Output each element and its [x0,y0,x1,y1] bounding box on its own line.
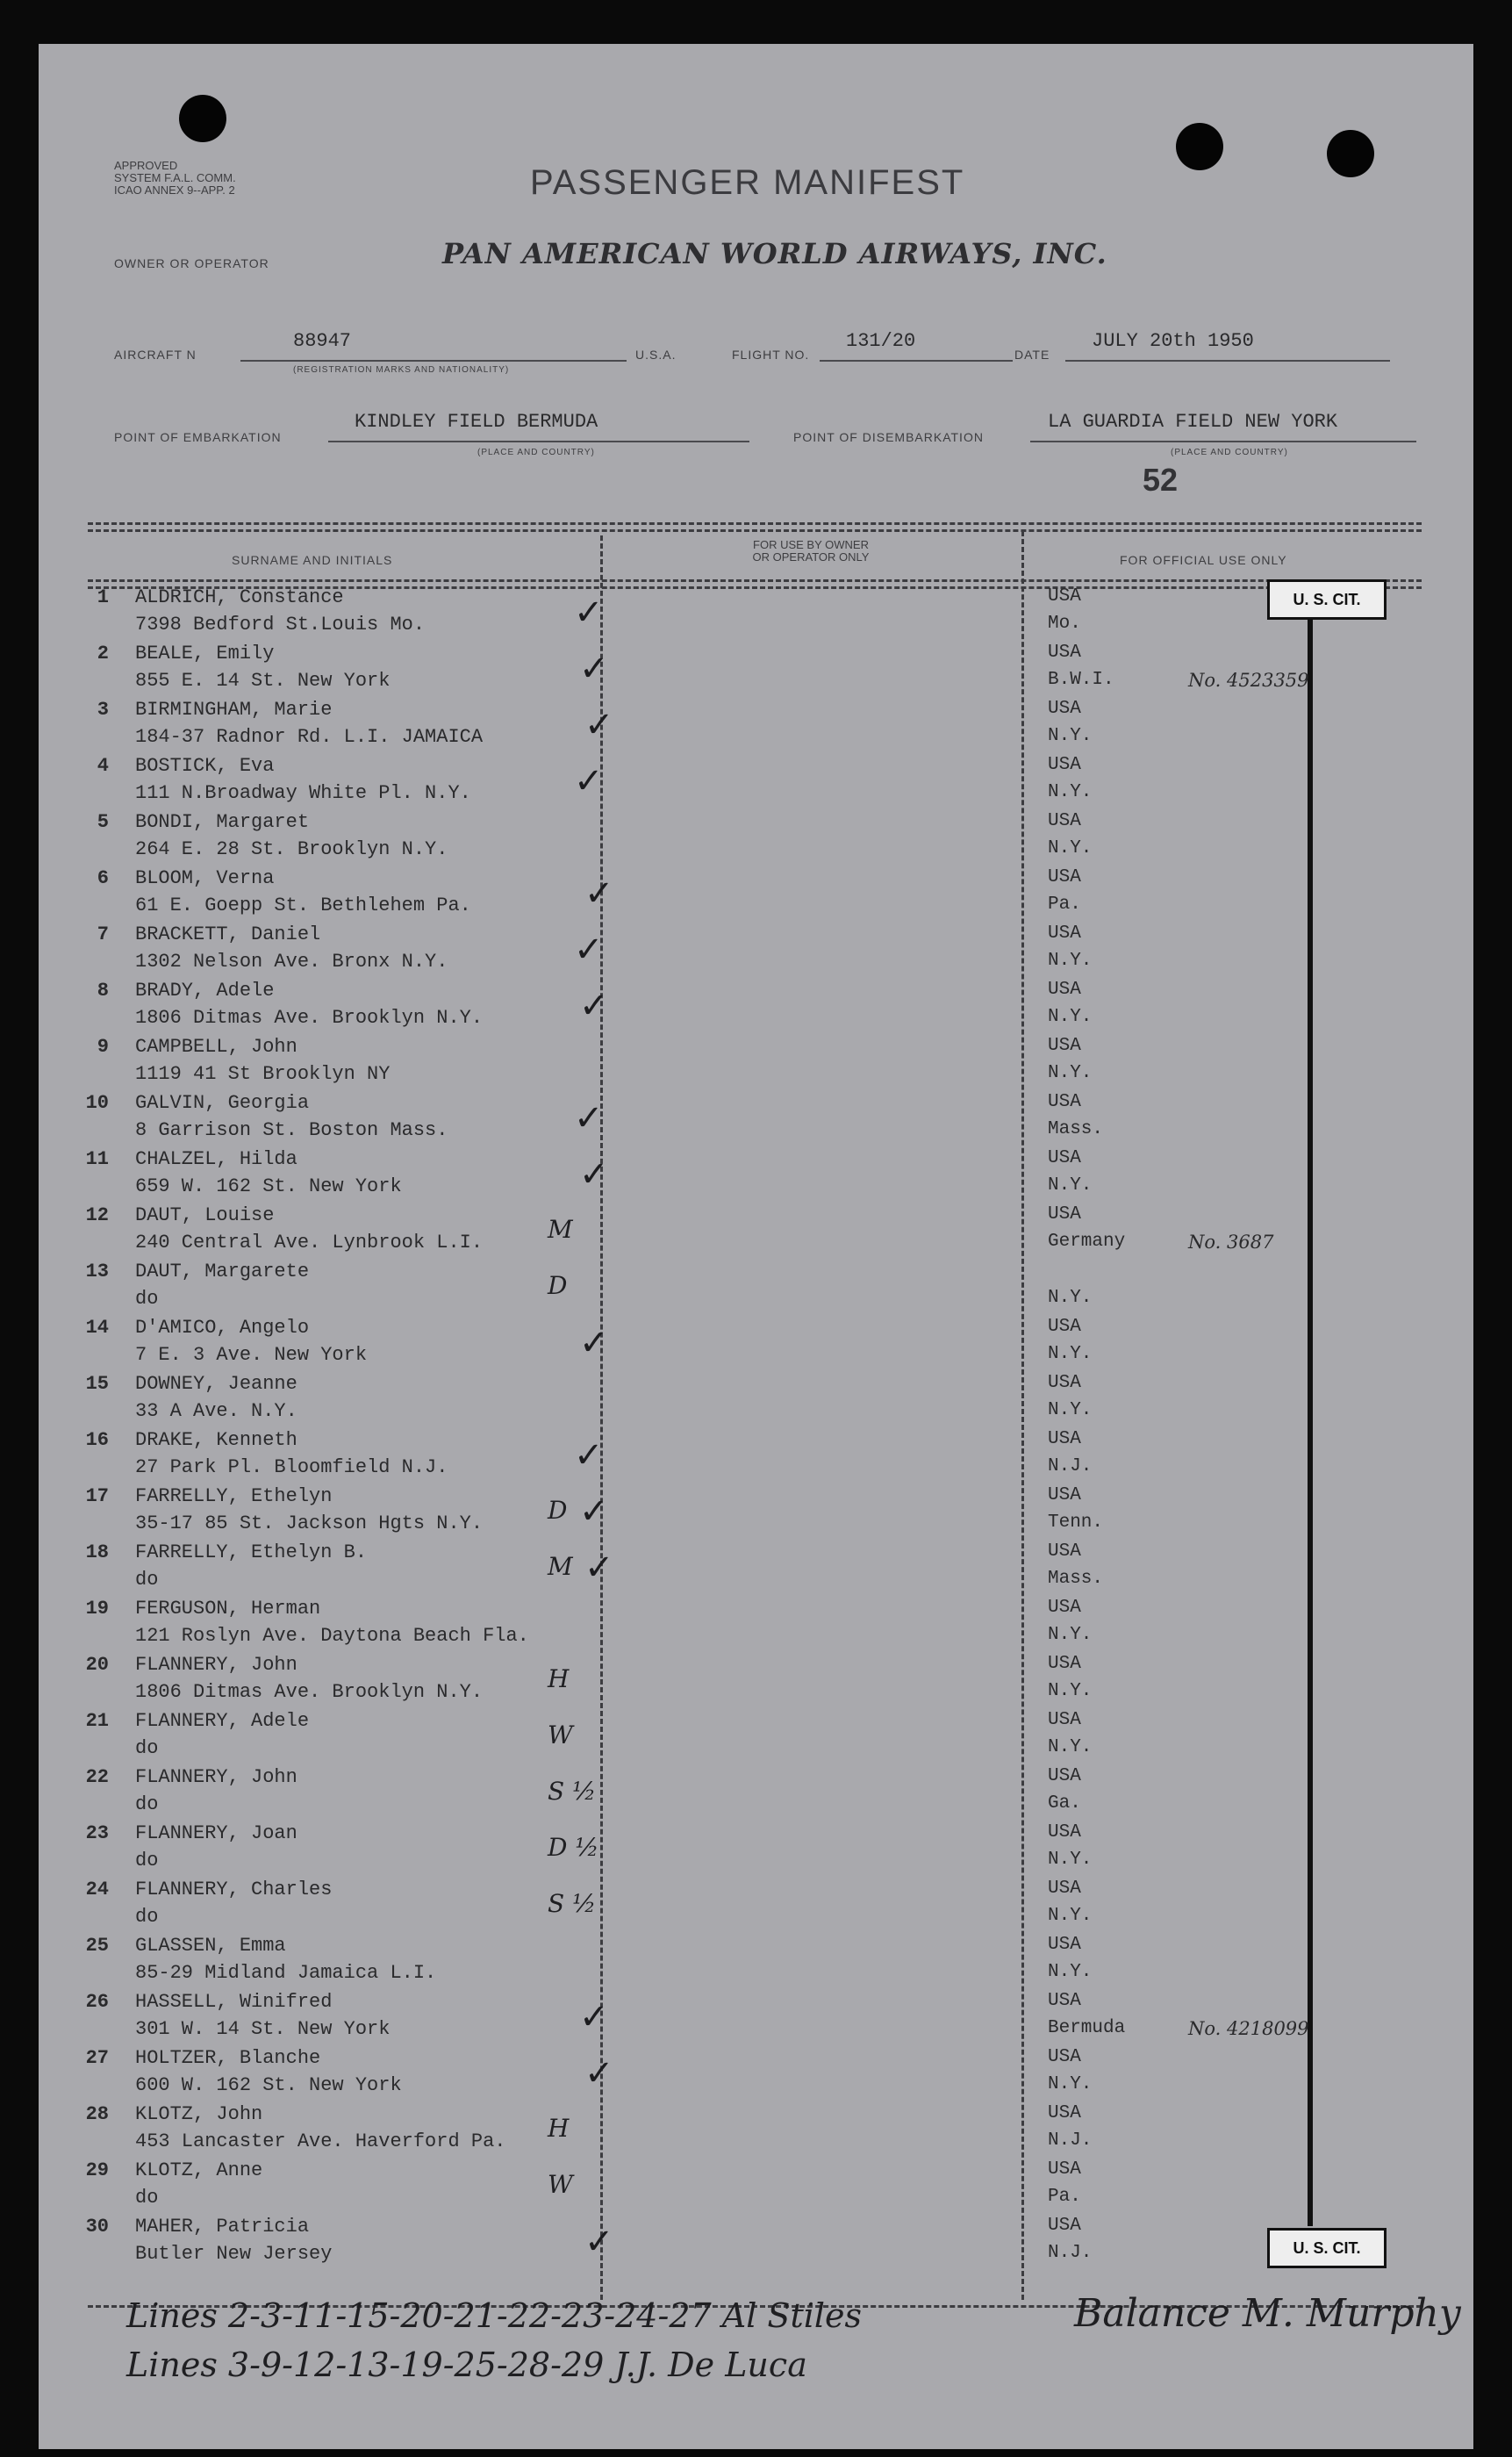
header-rule [88,529,1422,532]
row-number: 30 [85,2216,109,2238]
col-owner-header-line: FOR USE BY OWNER [753,538,869,551]
col-official-header: FOR OFFICIAL USE ONLY [1120,553,1287,567]
passenger-row [39,980,1473,1035]
row-number: 1 [97,586,109,608]
passenger-row [39,1148,1473,1203]
residence: N.Y. [1048,782,1093,802]
residence: N.Y. [1048,838,1093,859]
passenger-row [39,1822,1473,1878]
passenger-address: do [135,1793,159,1815]
passenger-address: 85-29 Midland Jamaica L.I. [135,1962,437,1984]
row-number: 24 [85,1879,109,1900]
passenger-name: FLANNERY, John [135,1766,297,1788]
passenger-row [39,699,1473,754]
passenger-address: do [135,1288,159,1310]
signature: Balance M. Murphy [1074,2291,1461,2336]
passenger-address: 1806 Ditmas Ave. Brooklyn N.Y. [135,1681,484,1703]
passenger-address: Butler New Jersey [135,2243,333,2265]
passenger-row [39,2103,1473,2159]
residence: N.Y. [1048,1007,1093,1027]
residence: N.Y. [1048,1400,1093,1420]
handwritten-mark: H [548,1664,570,1693]
passenger-name: GALVIN, Georgia [135,1092,310,1114]
citizenship: USA [1048,2103,1081,2123]
residence: N.Y. [1048,1288,1093,1308]
citizenship: USA [1048,1092,1081,1112]
row-number: 17 [85,1485,109,1507]
citizenship: USA [1048,1373,1081,1393]
residence: Bermuda [1048,2018,1126,2038]
us-citizen-stamp: U. S. CIT. [1267,2228,1387,2268]
citizenship: USA [1048,923,1081,944]
passenger-address: do [135,1906,159,1928]
passenger-address: 240 Central Ave. Lynbrook L.I. [135,1232,484,1254]
row-number: 10 [85,1092,109,1114]
citizenship: USA [1048,1148,1081,1168]
passenger-row [39,586,1473,642]
passenger-address: 855 E. 14 St. New York [135,670,391,692]
passenger-name: FLANNERY, Charles [135,1879,333,1900]
citizenship: USA [1048,811,1081,831]
passenger-name: DRAKE, Kenneth [135,1429,297,1451]
row-number: 26 [85,1991,109,2013]
passenger-name: KLOTZ, John [135,2103,263,2125]
check-mark: ✓ [579,1323,609,1363]
check-mark: ✓ [584,2222,614,2262]
residence: N.Y. [1048,726,1093,746]
residence: Germany [1048,1232,1126,1252]
passenger-row [39,1373,1473,1428]
passenger-row [39,923,1473,979]
flight-label: FLIGHT NO. [732,348,810,362]
underline [240,360,627,362]
passenger-name: FLANNERY, John [135,1654,297,1676]
row-number: 21 [85,1710,109,1732]
citizenship: USA [1048,1654,1081,1674]
passenger-address: 1119 41 St Brooklyn NY [135,1063,391,1085]
us-citizen-stamp: U. S. CIT. [1267,579,1387,620]
citizenship: USA [1048,586,1081,607]
passenger-row [39,1654,1473,1709]
residence: Mass. [1048,1119,1104,1139]
footer-note-1: Lines 2-3-11-15-20-21-22-23-24-27 Al Stiles [126,2296,863,2335]
passenger-name: BOSTICK, Eva [135,755,275,777]
citizenship: USA [1048,1317,1081,1337]
row-number: 2 [97,643,109,665]
passenger-row [39,1766,1473,1821]
residence: N.Y. [1048,951,1093,971]
residence: Mass. [1048,1569,1104,1589]
passenger-address: 61 E. Goepp St. Bethlehem Pa. [135,894,471,916]
check-mark: ✓ [574,1435,604,1476]
passenger-name: D'AMICO, Angelo [135,1317,310,1339]
passenger-row [39,2159,1473,2215]
passenger-row [39,1092,1473,1147]
citizenship: USA [1048,699,1081,719]
citizenship: USA [1048,643,1081,663]
residence: Tenn. [1048,1512,1104,1533]
passenger-address: do [135,1737,159,1759]
footer-note-2: Lines 3-9-12-13-19-25-28-29 J.J. De Luca [126,2346,807,2384]
citizenship: USA [1048,1991,1081,2011]
check-mark: ✓ [574,930,604,970]
residence: N.Y. [1048,1681,1093,1701]
passenger-name: DOWNEY, Jeanne [135,1373,297,1395]
approval-line: APPROVED [114,159,178,172]
check-mark: ✓ [574,593,604,633]
official-note: No. 3687 [1188,1232,1274,1253]
citizenship: USA [1048,2159,1081,2180]
passenger-row [39,1036,1473,1091]
underline [1065,360,1390,362]
passenger-name: ALDRICH, Constance [135,586,344,608]
place-caption: (PLACE AND COUNTRY) [477,448,595,457]
passenger-name: FARRELLY, Ethelyn [135,1485,333,1507]
passenger-row [39,1317,1473,1372]
citizenship: USA [1048,1598,1081,1618]
residence: N.Y. [1048,1625,1093,1645]
disembarkation-value: LA GUARDIA FIELD NEW YORK [1048,411,1338,433]
check-mark: ✓ [574,1098,604,1139]
col-owner-header-line: OR OPERATOR ONLY [752,550,870,564]
citizenship: USA [1048,1485,1081,1505]
citizenship: USA [1048,1879,1081,1899]
check-mark: ✓ [584,1548,614,1588]
punch-hole [1327,130,1374,177]
official-note: No. 4218099 [1188,2018,1309,2039]
citizenship: USA [1048,1541,1081,1562]
row-number: 27 [85,2047,109,2069]
residence: N.Y. [1048,2074,1093,2094]
aircraft-value: 88947 [293,330,352,352]
row-number: 23 [85,1822,109,1844]
underline [820,360,1013,362]
row-number: 29 [85,2159,109,2181]
passenger-name: MAHER, Patricia [135,2216,310,2238]
date-label: DATE [1014,348,1050,362]
row-number: 5 [97,811,109,833]
passenger-address: 301 W. 14 St. New York [135,2018,391,2040]
row-number: 15 [85,1373,109,1395]
passenger-row [39,811,1473,866]
passenger-name: HASSELL, Winifred [135,1991,333,2013]
row-number: 3 [97,699,109,721]
passenger-address: do [135,2187,159,2209]
manifest-sheet [39,44,1473,2449]
citizenship: USA [1048,1710,1081,1730]
passenger-address: 7398 Bedford St.Louis Mo. [135,614,426,636]
disembarkation-label: POINT OF DISEMBARKATION [793,430,984,444]
passenger-address: 264 E. 28 St. Brooklyn N.Y. [135,838,448,860]
place-caption: (PLACE AND COUNTRY) [1171,448,1288,457]
row-number: 9 [97,1036,109,1058]
header-rule [88,579,1422,582]
residence: Pa. [1048,2187,1081,2207]
residence: Mo. [1048,614,1081,634]
residence: Ga. [1048,1793,1081,1814]
citizenship: USA [1048,1822,1081,1843]
passenger-name: BONDI, Margaret [135,811,310,833]
passenger-address: 453 Lancaster Ave. Haverford Pa. [135,2130,506,2152]
passenger-row [39,1429,1473,1484]
passenger-address: 35-17 85 St. Jackson Hgts N.Y. [135,1512,484,1534]
passenger-row [39,1261,1473,1316]
row-number: 14 [85,1317,109,1339]
passenger-row [39,1204,1473,1260]
passenger-name: FLANNERY, Joan [135,1822,297,1844]
handwritten-mark: W [548,1721,573,1749]
underline [328,441,749,442]
residence: N.Y. [1048,1850,1093,1870]
passenger-name: BEALE, Emily [135,643,275,665]
col-owner-header [723,539,899,564]
punch-hole [1176,123,1223,170]
residence: N.Y. [1048,1906,1093,1926]
owner-name: PAN AMERICAN WORLD AIRWAYS, INC. [442,237,1107,270]
check-mark: ✓ [584,873,614,914]
passenger-address: 33 A Ave. N.Y. [135,1400,297,1422]
approval-line: SYSTEM F.A.L. COMM. [114,171,236,184]
check-mark: ✓ [579,1491,609,1532]
check-mark: ✓ [579,1997,609,2037]
row-number: 25 [85,1935,109,1957]
passenger-row [39,1485,1473,1541]
handwritten-mark: H [548,2114,570,2143]
passenger-row [39,643,1473,698]
passenger-row [39,1991,1473,2046]
row-number: 20 [85,1654,109,1676]
check-mark: ✓ [584,705,614,745]
passenger-address: do [135,1569,159,1591]
row-number: 19 [85,1598,109,1620]
check-mark: ✓ [584,2053,614,2094]
row-number: 8 [97,980,109,1002]
citizenship: USA [1048,2047,1081,2067]
residence: Pa. [1048,894,1081,915]
passenger-row [39,1935,1473,1990]
passenger-row [39,1541,1473,1597]
passenger-name: DAUT, Margarete [135,1261,310,1282]
citizenship: USA [1048,1204,1081,1225]
embarkation-value: KINDLEY FIELD BERMUDA [355,411,598,433]
passenger-name: KLOTZ, Anne [135,2159,263,2181]
row-number: 4 [97,755,109,777]
official-note: No. 4523359 [1188,670,1309,691]
row-number: 28 [85,2103,109,2125]
handwritten-mark: D ½ [548,1833,599,1862]
passenger-address: 1806 Ditmas Ave. Brooklyn N.Y. [135,1007,484,1029]
passenger-name: BRACKETT, Daniel [135,923,321,945]
page-number: 52 [1143,462,1179,498]
passenger-name: FLANNERY, Adele [135,1710,310,1732]
passenger-row [39,867,1473,923]
passenger-name: BLOOM, Verna [135,867,275,889]
check-mark: ✓ [579,1154,609,1195]
header-rule [88,522,1422,525]
residence: N.Y. [1048,1344,1093,1364]
row-number: 13 [85,1261,109,1282]
passenger-row [39,1598,1473,1653]
passenger-row [39,1879,1473,1934]
residence: N.J. [1048,2130,1093,2151]
date-value: JULY 20th 1950 [1092,330,1254,352]
citizenship: USA [1048,867,1081,887]
passenger-address: 1302 Nelson Ave. Bronx N.Y. [135,951,448,973]
aircraft-label: AIRCRAFT N [114,348,197,362]
citizenship: USA [1048,980,1081,1000]
passenger-name: HOLTZER, Blanche [135,2047,321,2069]
passenger-address: 7 E. 3 Ave. New York [135,1344,368,1366]
passenger-row [39,755,1473,810]
residence: N.Y. [1048,1175,1093,1196]
passenger-address: 111 N.Broadway White Pl. N.Y. [135,782,471,804]
approval-block [114,160,236,197]
residence: N.Y. [1048,1962,1093,1982]
row-number: 12 [85,1204,109,1226]
registration-caption: (REGISTRATION MARKS AND NATIONALITY) [293,365,510,375]
citizenship: USA [1048,1935,1081,1955]
citizenship: USA [1048,2216,1081,2236]
owner-label: OWNER OR OPERATOR [114,256,269,270]
form-title: PASSENGER MANIFEST [530,163,965,202]
passenger-address: 8 Garrison St. Boston Mass. [135,1119,448,1141]
row-number: 16 [85,1429,109,1451]
nationality: U.S.A. [635,348,677,362]
check-mark: ✓ [574,761,604,801]
citizenship: USA [1048,1766,1081,1786]
residence: N.J. [1048,1456,1093,1476]
embarkation-label: POINT OF EMBARKATION [114,430,282,444]
passenger-name: DAUT, Louise [135,1204,275,1226]
passenger-name: BIRMINGHAM, Marie [135,699,333,721]
passenger-name: FARRELLY, Ethelyn B. [135,1541,368,1563]
passenger-row [39,2216,1473,2271]
passenger-address: 27 Park Pl. Bloomfield N.J. [135,1456,448,1478]
residence: N.Y. [1048,1737,1093,1757]
passenger-row [39,2047,1473,2102]
row-number: 18 [85,1541,109,1563]
citizenship: USA [1048,755,1081,775]
handwritten-mark: M [548,1552,573,1581]
row-number: 6 [97,867,109,889]
flight-value: 131/20 [846,330,916,352]
passenger-address: do [135,1850,159,1871]
row-number: 7 [97,923,109,945]
passenger-name: CAMPBELL, John [135,1036,297,1058]
passenger-address: 121 Roslyn Ave. Daytona Beach Fla. [135,1625,529,1647]
punch-hole [179,95,226,142]
passenger-name: GLASSEN, Emma [135,1935,286,1957]
handwritten-mark: D [548,1496,568,1525]
handwritten-mark: D [548,1271,568,1300]
passenger-address: 600 W. 162 St. New York [135,2074,402,2096]
passenger-row [39,1710,1473,1765]
residence: N.Y. [1048,1063,1093,1083]
handwritten-mark: W [548,2170,573,2199]
passenger-address: 659 W. 162 St. New York [135,1175,402,1197]
residence: N.J. [1048,2243,1093,2263]
underline [1030,441,1416,442]
check-mark: ✓ [579,649,609,689]
handwritten-mark: S ½ [548,1889,597,1918]
row-number: 11 [85,1148,109,1170]
passenger-address: 184-37 Radnor Rd. L.I. JAMAICA [135,726,484,748]
check-mark: ✓ [579,986,609,1026]
passenger-name: CHALZEL, Hilda [135,1148,297,1170]
passenger-name: FERGUSON, Herman [135,1598,321,1620]
row-number: 22 [85,1766,109,1788]
citizenship: USA [1048,1429,1081,1449]
passenger-name: BRADY, Adele [135,980,275,1002]
col-surname-header: SURNAME AND INITIALS [232,553,393,567]
handwritten-mark: S ½ [548,1777,597,1806]
residence: B.W.I. [1048,670,1114,690]
citizenship: USA [1048,1036,1081,1056]
handwritten-mark: M [548,1215,573,1244]
approval-line: ICAO ANNEX 9--APP. 2 [114,183,235,197]
